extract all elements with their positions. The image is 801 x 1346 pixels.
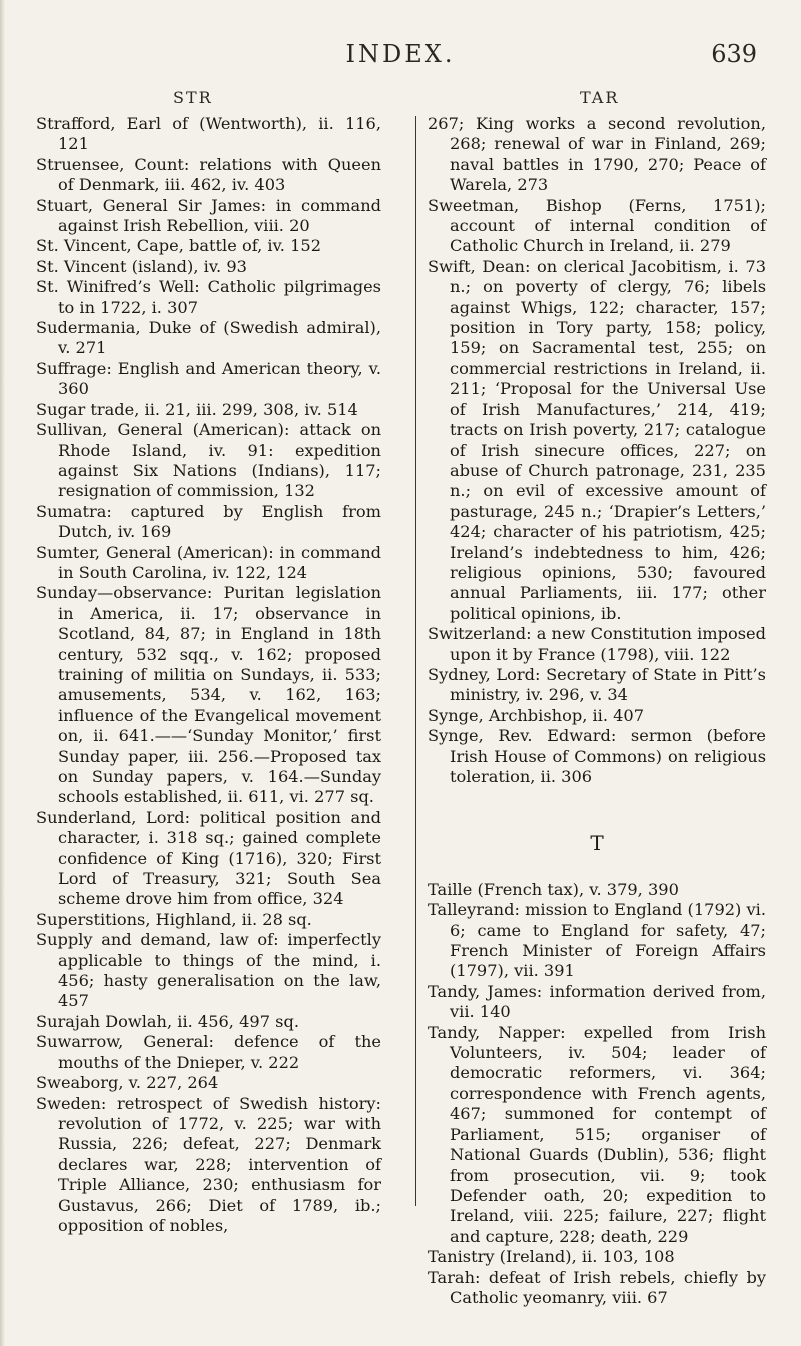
index-entry: Sydney, Lord: Secretary of State in Pitt’s ministry, iv. 296, v. 34 [428, 664, 766, 705]
index-entry: Synge, Archbishop, ii. 407 [428, 705, 645, 725]
page-edge-shadow [0, 0, 5, 1346]
left-running-head: STR [173, 88, 213, 107]
index-entry: Tandy, Napper: expelled from Irish Volunteers, iv. 504; leader of democratic reformers, vi. 364; correspondence with French agents, 467; summoned for contempt of Parliament, 515; organiser of National Guards (Dublin), 536; flight from prosecution, vii. 9; took Defender oath, 20; expedition to Ireland, viii. 225; failure, 227; flight and capture, 228; death, 229 [428, 1022, 766, 1246]
left-column [36, 114, 381, 1236]
index-entry: Taille (French tax), v. 379, 390 [428, 879, 679, 899]
index-entry: Tanistry (Ireland), ii. 103, 108 [428, 1247, 675, 1267]
index-entry: Strafford, Earl of (Wentworth), ii. 116, 121 [36, 114, 381, 154]
index-entry: St. Winifred’s Well: Catholic pilgrimages to in 1722, i. 307 [36, 277, 381, 317]
index-entry: Surajah Dowlah, ii. 456, 497 sq. [36, 1011, 299, 1031]
index-entry: Switzerland: a new Constitution imposed upon it by France (1798), viii. 122 [428, 624, 766, 664]
page-number: 639 [711, 40, 757, 68]
index-entry: Sumatra: captured by English from Dutch, iv. 169 [36, 501, 381, 542]
index-entry: Tarah: defeat of Irish rebels, chiefly by Catholic yeomanry, viii. 67 [428, 1267, 766, 1307]
index-entry: Synge, Rev. Edward: sermon (before Irish House of Commons) on religious toleration, ii. 306 [428, 726, 766, 786]
index-entry: St. Vincent, Cape, battle of, iv. 152 [36, 236, 321, 256]
column-divider [415, 116, 416, 1206]
index-entry: Sweaborg, v. 227, 264 [36, 1073, 219, 1093]
page-title: INDEX. [345, 40, 456, 68]
index-entry: Stuart, General Sir James: in command against Irish Rebellion, viii. 20 [36, 195, 381, 236]
index-entry: 267; King works a second revolution, 268; renewal of war in Finland, 269; naval battles in 1790, 270; Peace of Warela, 273 [428, 114, 766, 195]
index-entry: Sunday—observance: Puritan legislation in America, ii. 17; observance in Scotland, 84, 87; in England in 18th century, 532 sqq., v. 162; proposed training of militia on Sundays, ii. 533; amusements, 534, v. 162, 163; influence of the Evangelical movement on, ii. 641.——‘Sunday Monitor,’ first Sunday paper, iii. 256.—Proposed tax on Sunday papers, v. 164.—Sunday schools established, ii. 611, vi. 277 sq. [36, 583, 381, 807]
section-letter: T [590, 831, 604, 856]
index-entry: Sugar trade, ii. 21, iii. 299, 308, iv. 514 [36, 399, 358, 419]
index-entry: Sunderland, Lord: political position and character, i. 318 sq.; gained complete confidence of King (1716), 320; First Lord of Treasury, 321; South Sea scheme drove him from office, 324 [36, 807, 381, 909]
right-column [428, 114, 766, 1308]
index-entry: Swift, Dean: on clerical Jacobitism, i. 73 n.; on poverty of clergy, 76; libels against Whigs, 122; character, 157; position in Tory party, 158; policy, 159; on Sacramental test, 255; on commercial restrictions in Ireland, ii. 211; ‘Proposal for the Universal Use of Irish Manufactures,’ 214, 419; tracts on Irish poverty, 217; catalogue of Irish sinecure offices, 227; on abuse of Church patronage, 231, 235 n.; on evil of excessive amount of pasturage, 245 n.; ‘Drapier’s Letters,’ 424; character of his patriotism, 425; Ireland’s indebtedness to him, 426; religious opinions, 530; favoured annual Parliaments, iii. 177; other political opinions, ib. [428, 256, 766, 623]
index-entry: St. Vincent (island), iv. 93 [36, 256, 247, 276]
index-entry: Sweden: retrospect of Swedish history: revolution of 1772, v. 225; war with Russia, 226; defeat, 227; Denmark declares war, 228; intervention of Triple Alliance, 230; enthusiasm for Gustavus, 266; Diet of 1789, ib.; opposition of nobles, [36, 1093, 381, 1235]
index-entry: Sweetman, Bishop (Ferns, 1751); account of internal condition of Catholic Church in Ireland, ii. 279 [428, 195, 766, 256]
index-entry: Superstitions, Highland, ii. 28 sq. [36, 909, 312, 929]
right-running-head: TAR [580, 88, 620, 107]
index-entry: Suwarrow, General: defence of the mouths of the Dnieper, v. 222 [36, 1032, 381, 1072]
index-entry: Suffrage: English and American theory, v. 360 [36, 358, 381, 399]
index-entry: Sullivan, General (American): attack on Rhode Island, iv. 91: expedition against Six Nations (Indians), 117; resignation of commission, 132 [36, 420, 381, 501]
index-entry: Tandy, James: information derived from, vii. 140 [428, 981, 766, 1022]
index-entry: Struensee, Count: relations with Queen of Denmark, iii. 462, iv. 403 [36, 154, 381, 195]
index-entry: Sudermania, Duke of (Swedish admiral), v. 271 [36, 318, 381, 358]
index-entry: Supply and demand, law of: imperfectly applicable to things of the mind, i. 456; hasty generalisation on the law, 457 [36, 930, 381, 1011]
index-entry: Sumter, General (American): in command in South Carolina, iv. 122, 124 [36, 542, 381, 582]
index-entry: Talleyrand: mission to England (1792) vi. 6; came to England for safety, 47; French Minister of Foreign Affairs (1797), vii. 391 [428, 900, 766, 981]
